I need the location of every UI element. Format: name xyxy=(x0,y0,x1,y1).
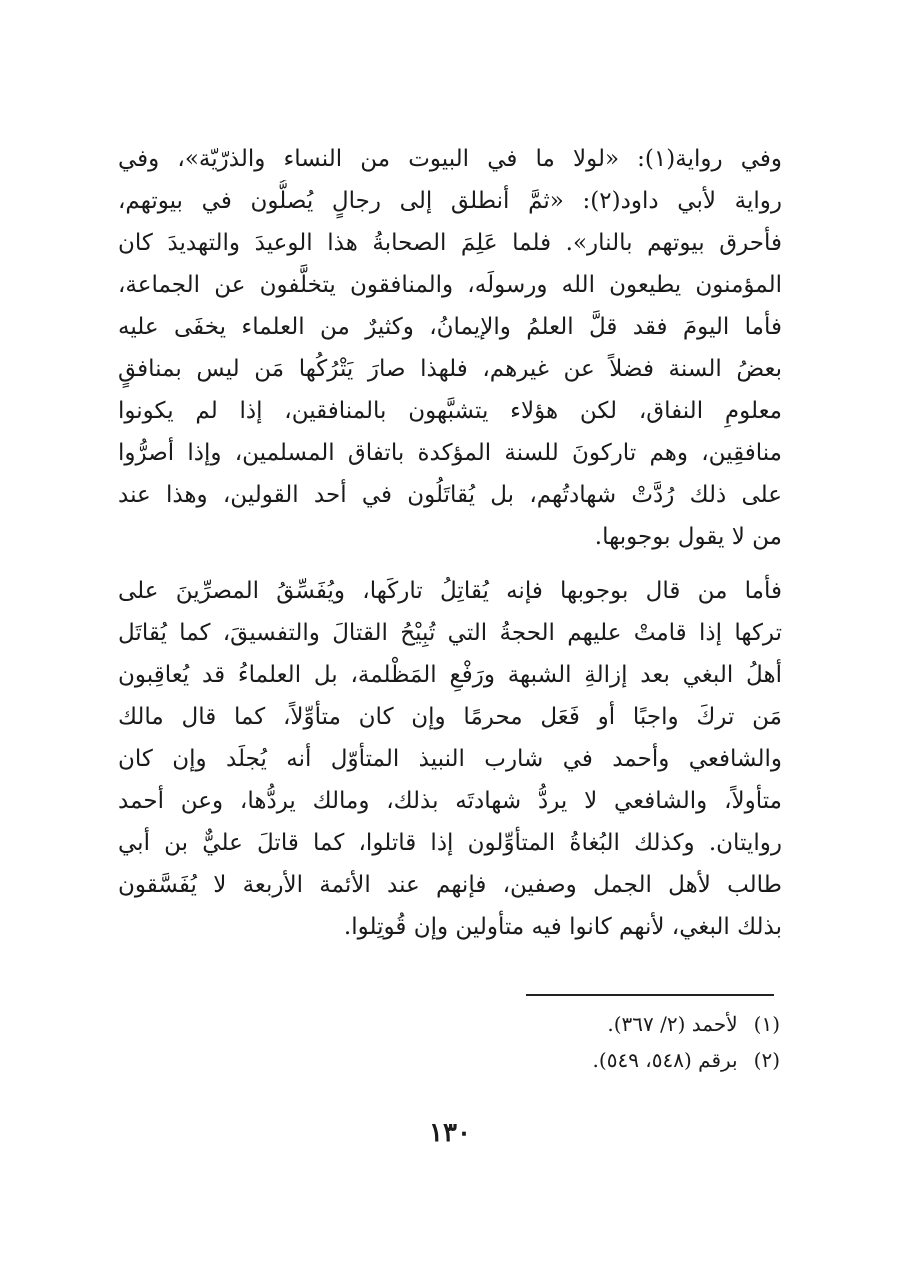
text-line: أهلُ البغي بعد إزالةِ الشبهة ورَفْعِ المَظْلمة، بل العلماءُ قد يُعاقِبون xyxy=(118,662,782,688)
footnote-1 xyxy=(360,1006,780,1042)
footnote-number: (١) xyxy=(753,1012,780,1036)
text-line: بذلك البغي، لأنهم كانوا فيه متأولين وإن قُوتِلوا. xyxy=(343,914,782,940)
text-line: فأما من قال بوجوبها فإنه يُقاتِلُ تاركَها، ويُفَسِّقُ المصرِّينَ على xyxy=(118,578,782,604)
text-line: متأولاً، والشافعي لا يردُّ شهادتَه بذلك، ومالك يردُّها، وعن أحمد xyxy=(118,788,782,814)
paragraph-1 xyxy=(118,138,782,558)
text-line: من لا يقول بوجوبها. xyxy=(594,524,782,550)
footnote-divider xyxy=(526,994,774,996)
text-line: تركها إذا قامتْ عليهم الحجةُ التي تُبِيْحُ القتالَ والتفسيقَ، كما يُقاتَل xyxy=(118,620,782,646)
footnotes xyxy=(360,1006,780,1078)
page-number: ١٣٠ xyxy=(429,1118,471,1148)
text-line: على ذلك رُدَّتْ شهادتُهم، بل يُقاتَلُون في أحد القولين، وهذا عند xyxy=(118,482,782,508)
text-line: رواية لأبي داود(٢): «ثمَّ أنطلق إلى رجالٍ يُصلُّون في بيوتهم، xyxy=(118,188,782,214)
text-line: فأما اليومَ فقد قلَّ العلمُ والإيمانُ، وكثيرٌ من العلماء يخفَى عليه xyxy=(118,314,782,340)
text-line: منافقِين، وهم تاركونَ للسنة المؤكدة باتفاق المسلمين، وإذا أصرُّوا xyxy=(118,440,782,466)
paragraph-2 xyxy=(118,570,782,948)
text-line: بعضُ السنة فضلاً عن غيرهم، فلهذا صارَ يَتْرُكُها مَن ليس بمنافقٍ xyxy=(118,356,782,382)
text-line: فأحرق بيوتهم بالنار». فلما عَلِمَ الصحابةُ هذا الوعيدَ والتهديدَ كان xyxy=(118,230,782,256)
text-line: وفي رواية(١): «لولا ما في البيوت من النساء والذرّيّة»، وفي xyxy=(118,146,782,172)
footnote-text: برقم (٥٤٨، ٥٤٩). xyxy=(592,1048,738,1072)
footnote-number: (٢) xyxy=(753,1048,780,1072)
text-line: طالب لأهل الجمل وصفين، فإنهم عند الأئمة الأربعة لا يُفَسَّقون xyxy=(118,872,782,898)
text-line: معلومِ النفاق، لكن هؤلاء يتشبَّهون بالمنافقين، إذا لم يكونوا xyxy=(118,398,782,424)
text-line: والشافعي وأحمد في شارب النبيذ المتأوّل أنه يُجلَد وإن كان xyxy=(118,746,782,772)
text-line: المؤمنون يطيعون الله ورسولَه، والمنافقون يتخلَّفون عن الجماعة، xyxy=(118,272,782,298)
text-line: مَن تركَ واجبًا أو فَعَل محرمًا وإن كان متأوِّلاً، كما قال مالك xyxy=(118,704,782,730)
text-line: روايتان. وكذلك البُغاةُ المتأوِّلون إذا قاتلوا، كما قاتلَ عليٌّ بن أبي xyxy=(118,830,782,856)
footnote-text: لأحمد (٢/ ٣٦٧). xyxy=(607,1012,738,1036)
footnote-2 xyxy=(360,1042,780,1078)
